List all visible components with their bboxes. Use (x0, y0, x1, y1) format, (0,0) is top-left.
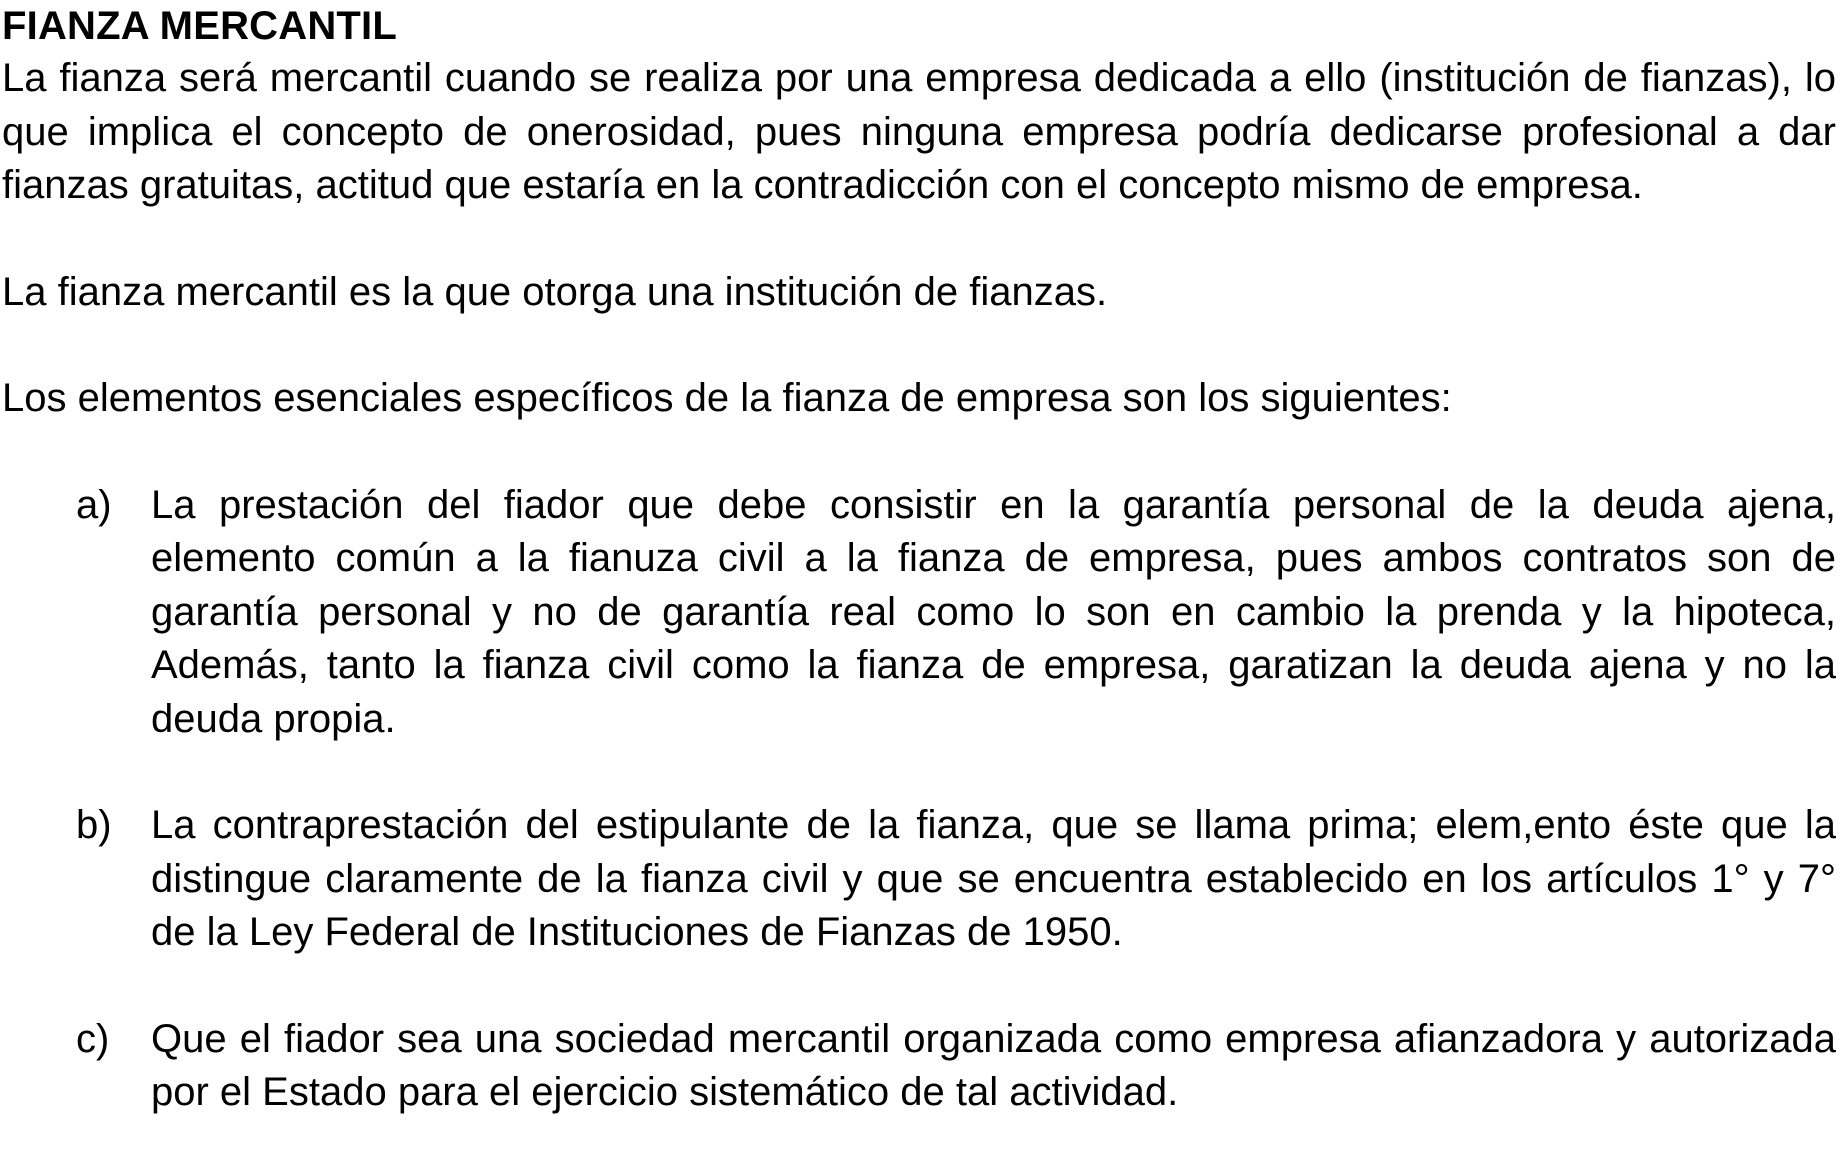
elements-list (2, 479, 1836, 1120)
list-item-marker: a) (76, 482, 112, 527)
paragraph-summary: La fianza mercantil es la que otorga una institución de fianzas. (2, 269, 1108, 314)
section-heading: FIANZA MERCANTIL (2, 4, 397, 48)
list-item-text: Que el fiador sea una sociedad mercantil organizada como empresa afianzadora y autorizada por el Estado para el ejercicio sistemático de tal actividad. (151, 1016, 1836, 1114)
list-item-marker: b) (76, 803, 112, 847)
paragraph-list-intro: Los elementos esenciales específicos de la fianza de empresa son los siguientes: (2, 376, 1452, 420)
list-item-marker: c) (76, 1016, 110, 1061)
list-item-text: La contraprestación del estipulante de la fianza, que se llama prima; elem,ento éste que la distingue claramente de la fianza civil y que se encuentra establecido en los artículos 1° y 7° de la Ley Federal de Instituciones de Fianzas de 1950. (151, 803, 1836, 954)
document-page (2, 0, 1836, 1173)
list-item (2, 1013, 1836, 1120)
paragraph-definition: La fianza será mercantil cuando se realiza por una empresa dedicada a ello (institución de fianzas), lo que implica el concepto de onerosidad, pues ninguna empresa podría dedicarse profesional a dar fianzas gratuitas, actitud que estaría en la contradicción con el concepto mismo de empresa. (2, 56, 1836, 207)
list-item (2, 479, 1836, 747)
list-item (2, 799, 1836, 960)
list-item-text: La prestación del fiador que debe consistir en la garantía personal de la deuda ajena, elemento común a la fianuza civil a la fianza de empresa, pues ambos contratos son de garantía personal y no de garantía real como lo son en cambio la prenda y la hipoteca, Además, tanto la fianza civil como la fianza de empresa, garatizan la deuda ajena y no la deuda propia. (151, 482, 1836, 741)
